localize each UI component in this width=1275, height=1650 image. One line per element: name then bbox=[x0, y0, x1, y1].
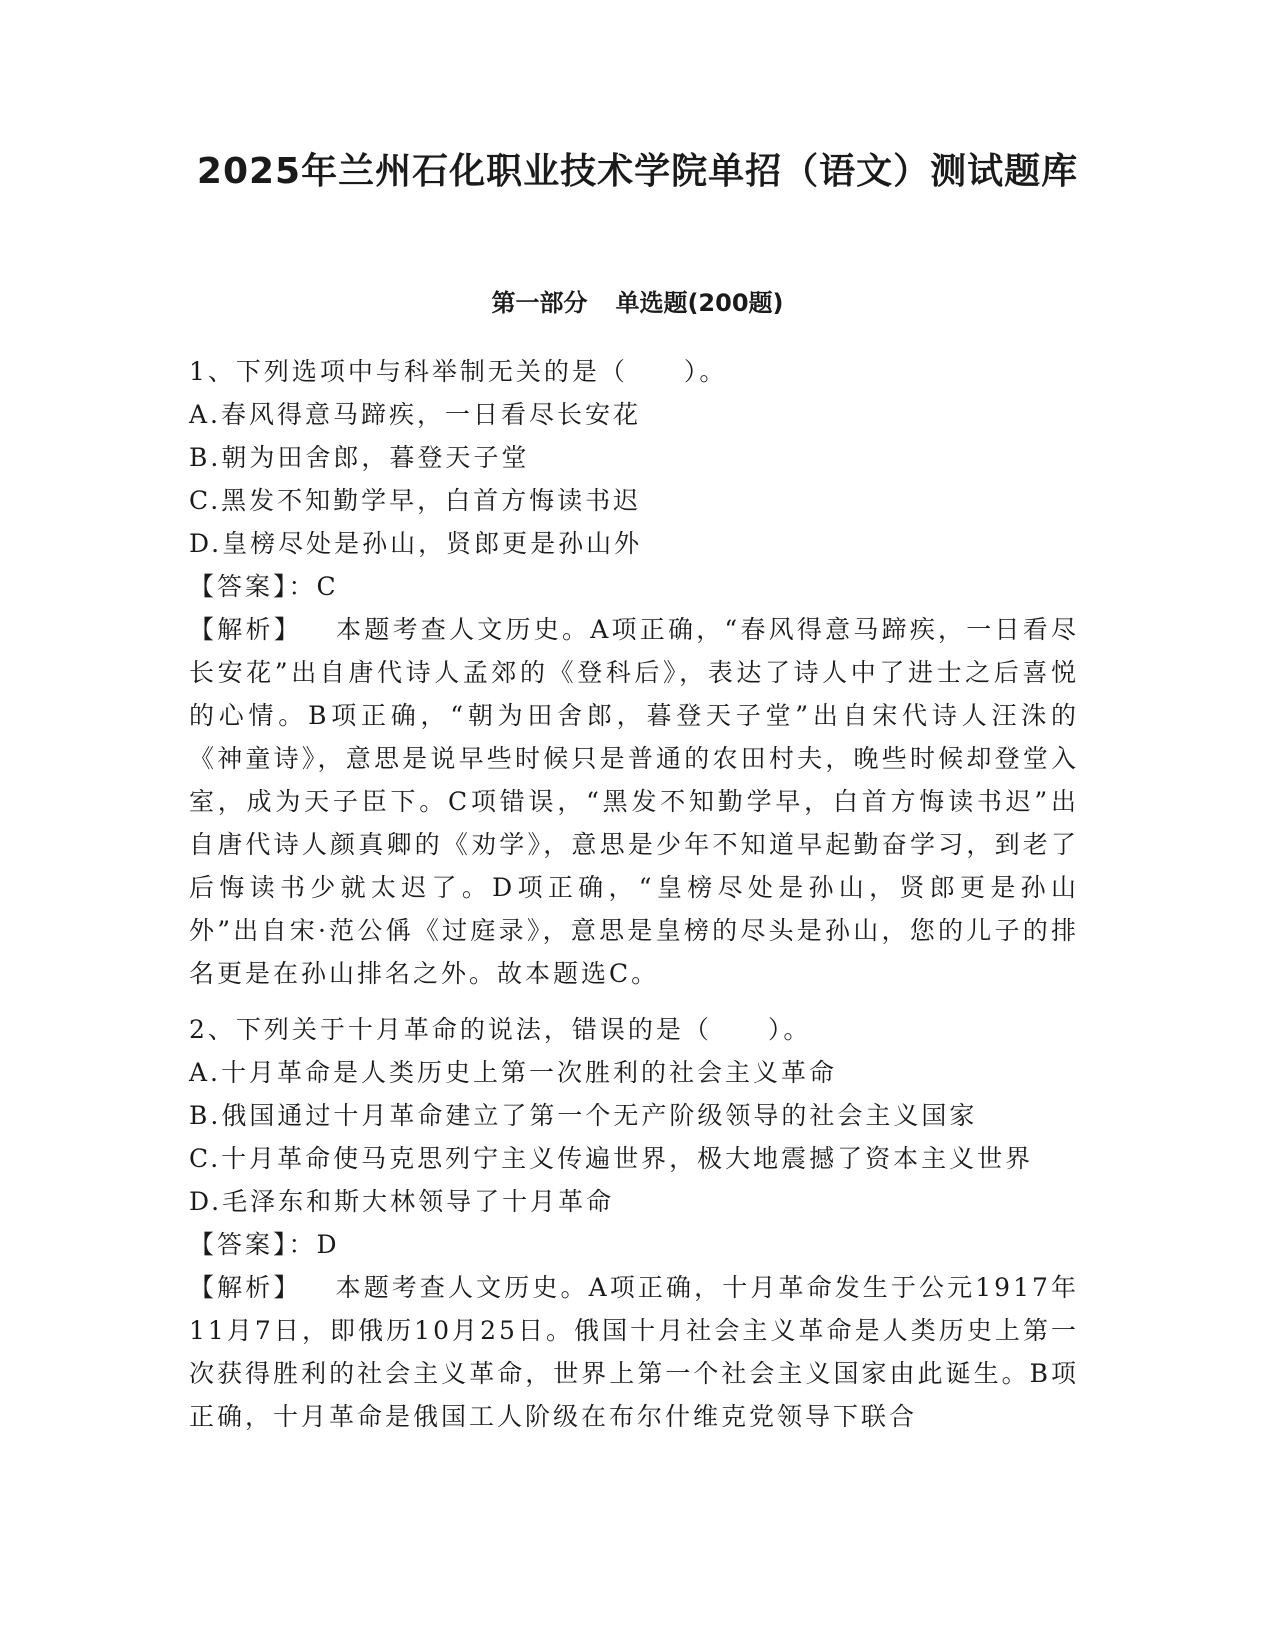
question-stem: 2、下列关于十月革命的说法，错误的是（ ）。 bbox=[189, 1015, 812, 1044]
answer-label: 【答案】： bbox=[189, 572, 317, 601]
answer-label: 【答案】： bbox=[189, 1230, 317, 1259]
question-1 bbox=[189, 350, 1079, 995]
option-b: B.俄国通过十月革命建立了第一个无产阶级领导的社会主义国家 bbox=[189, 1101, 978, 1130]
question-stem: 1、下列选项中与科举制无关的是（ ）。 bbox=[189, 357, 728, 386]
option-b: B.朝为田舍郎，暮登天子堂 bbox=[189, 443, 530, 472]
analysis-clip bbox=[189, 1266, 1079, 1438]
option-a: A.十月革命是人类历史上第一次胜利的社会主义革命 bbox=[189, 1058, 838, 1087]
question-list bbox=[189, 350, 1079, 1451]
analysis-label: 【解析】 bbox=[189, 615, 302, 644]
answer-value: D bbox=[316, 1230, 340, 1259]
analysis-text: 本题考查人文历史。A项正确，“春风得意马蹄疾，一日看尽长安花”出自唐代诗人孟郊的《登科后》，表达了诗人中了进士之后喜悦的心情。B项正确，“朝为田舍郎，暮登天子堂”出自宋代诗人汪洙的《神童诗》，意思是说早些时候只是普通的农田村夫，晚些时候却登堂入室，成为天子臣下。C项错误，“黑发不知勤学早，白首方悔读书迟”出自唐代诗人颜真卿的《劝学》，意思是少年不知道早起勤奋学习，到老了后悔读书少就太迟了。D项正确，“皇榜尽处是孙山，贤郎更是孙山外”出自宋·范公偁《过庭录》，意思是皇榜的尽头是孙山，您的儿子的排名更是在孙山排名之外。故本题选C。 bbox=[189, 615, 1079, 988]
option-d: D.皇榜尽处是孙山，贤郎更是孙山外 bbox=[189, 529, 643, 558]
option-c: C.十月革命使马克思列宁主义传遍世界，极大地震撼了资本主义世界 bbox=[189, 1144, 1034, 1173]
option-a: A.春风得意马蹄疾，一日看尽长安花 bbox=[189, 400, 642, 429]
section-label: 第一部分 bbox=[491, 289, 588, 317]
document-title: 2025年兰州石化职业技术学院单招（语文）测试题库 bbox=[196, 151, 1079, 192]
answer-value: C bbox=[316, 572, 339, 601]
answer-line bbox=[189, 1223, 1079, 1266]
analysis-text: 本题考查人文历史。A项正确，十月革命发生于公元1917年11月7日，即俄历10月25日。俄国十月社会主义革命是人类历史上第一次获得胜利的社会主义革命，世界上第一个社会主义国家由此诞生。B项正确，十月革命是俄国工人阶级在布尔什维克党领导下联合 bbox=[189, 1273, 1079, 1431]
analysis-paragraph bbox=[189, 608, 1079, 995]
analysis-label: 【解析】 bbox=[189, 1273, 302, 1302]
analysis-paragraph bbox=[189, 1266, 1079, 1438]
option-d: D.毛泽东和斯大林领导了十月革命 bbox=[189, 1187, 615, 1216]
question-2 bbox=[189, 1008, 1079, 1438]
section-heading-text: 单选题(200题) bbox=[615, 289, 784, 317]
answer-line bbox=[189, 565, 1079, 608]
section-heading bbox=[0, 286, 1275, 320]
option-c: C.黑发不知勤学早，白首方悔读书迟 bbox=[189, 486, 642, 515]
